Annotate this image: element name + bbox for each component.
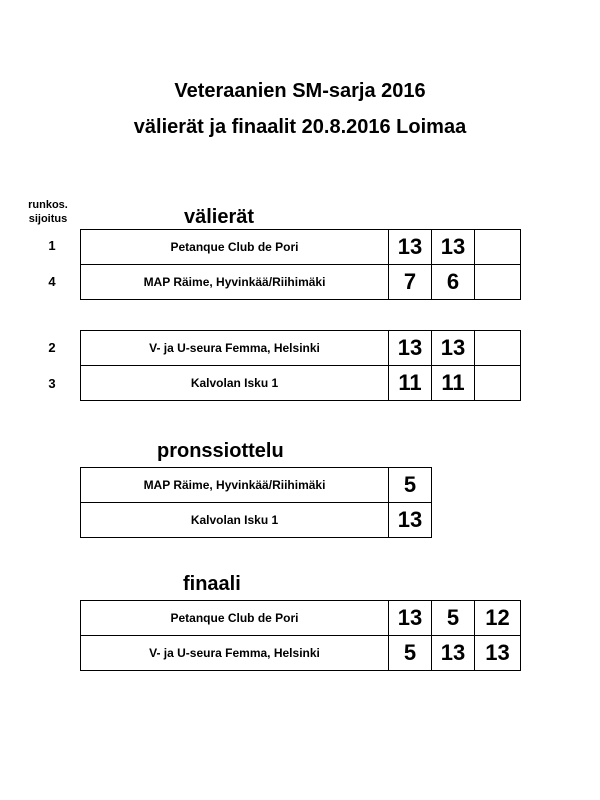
table-row — [81, 601, 521, 636]
team-name: Petanque Club de Pori — [81, 601, 389, 636]
semifinal-1-table — [80, 229, 521, 300]
rank-column-header — [18, 198, 78, 226]
score-cell: 12 — [475, 601, 521, 636]
score-cell: 5 — [432, 601, 475, 636]
score-cell — [475, 265, 521, 300]
seed-rank: 4 — [48, 274, 56, 289]
table-row — [81, 636, 521, 671]
seed-rank: 1 — [48, 238, 56, 253]
bronze-match-table — [80, 467, 432, 538]
score-cell: 13 — [432, 331, 475, 366]
table-row — [81, 468, 432, 503]
score-cell: 13 — [432, 636, 475, 671]
bronze-match-title: pronssiottelu — [157, 440, 284, 462]
rank-header-line2: sijoitus — [28, 213, 68, 225]
team-name: Kalvolan Isku 1 — [81, 503, 389, 538]
seed-rank: 2 — [48, 340, 56, 355]
table-row — [81, 331, 521, 366]
score-cell — [475, 366, 521, 401]
final-title: finaali — [183, 573, 241, 595]
final-table — [80, 600, 521, 671]
page-subtitle: välierät ja finaalit 20.8.2016 Loimaa — [133, 116, 467, 138]
score-cell: 5 — [389, 468, 432, 503]
score-cell: 13 — [389, 503, 432, 538]
score-cell — [475, 230, 521, 265]
team-name: V- ja U-seura Femma, Helsinki — [81, 331, 389, 366]
team-name: MAP Räime, Hyvinkää/Riihimäki — [81, 265, 389, 300]
score-cell — [475, 331, 521, 366]
score-cell: 7 — [389, 265, 432, 300]
page-title: Veteraanien SM-sarja 2016 — [174, 80, 426, 102]
score-cell: 5 — [389, 636, 432, 671]
semifinals-title: välierät — [184, 206, 255, 228]
score-cell: 6 — [432, 265, 475, 300]
score-cell: 11 — [389, 366, 432, 401]
team-name: Petanque Club de Pori — [81, 230, 389, 265]
team-name: MAP Räime, Hyvinkää/Riihimäki — [81, 468, 389, 503]
score-cell: 11 — [432, 366, 475, 401]
score-cell: 13 — [389, 331, 432, 366]
rank-header-line1: runkos. — [28, 199, 68, 211]
score-cell: 13 — [432, 230, 475, 265]
semifinal-2-table — [80, 330, 521, 401]
score-cell: 13 — [389, 601, 432, 636]
team-name: Kalvolan Isku 1 — [81, 366, 389, 401]
score-cell: 13 — [389, 230, 432, 265]
table-row — [81, 503, 432, 538]
seed-rank: 3 — [48, 376, 56, 391]
score-cell: 13 — [475, 636, 521, 671]
table-row — [81, 265, 521, 300]
table-row — [81, 366, 521, 401]
table-row — [81, 230, 521, 265]
team-name: V- ja U-seura Femma, Helsinki — [81, 636, 389, 671]
